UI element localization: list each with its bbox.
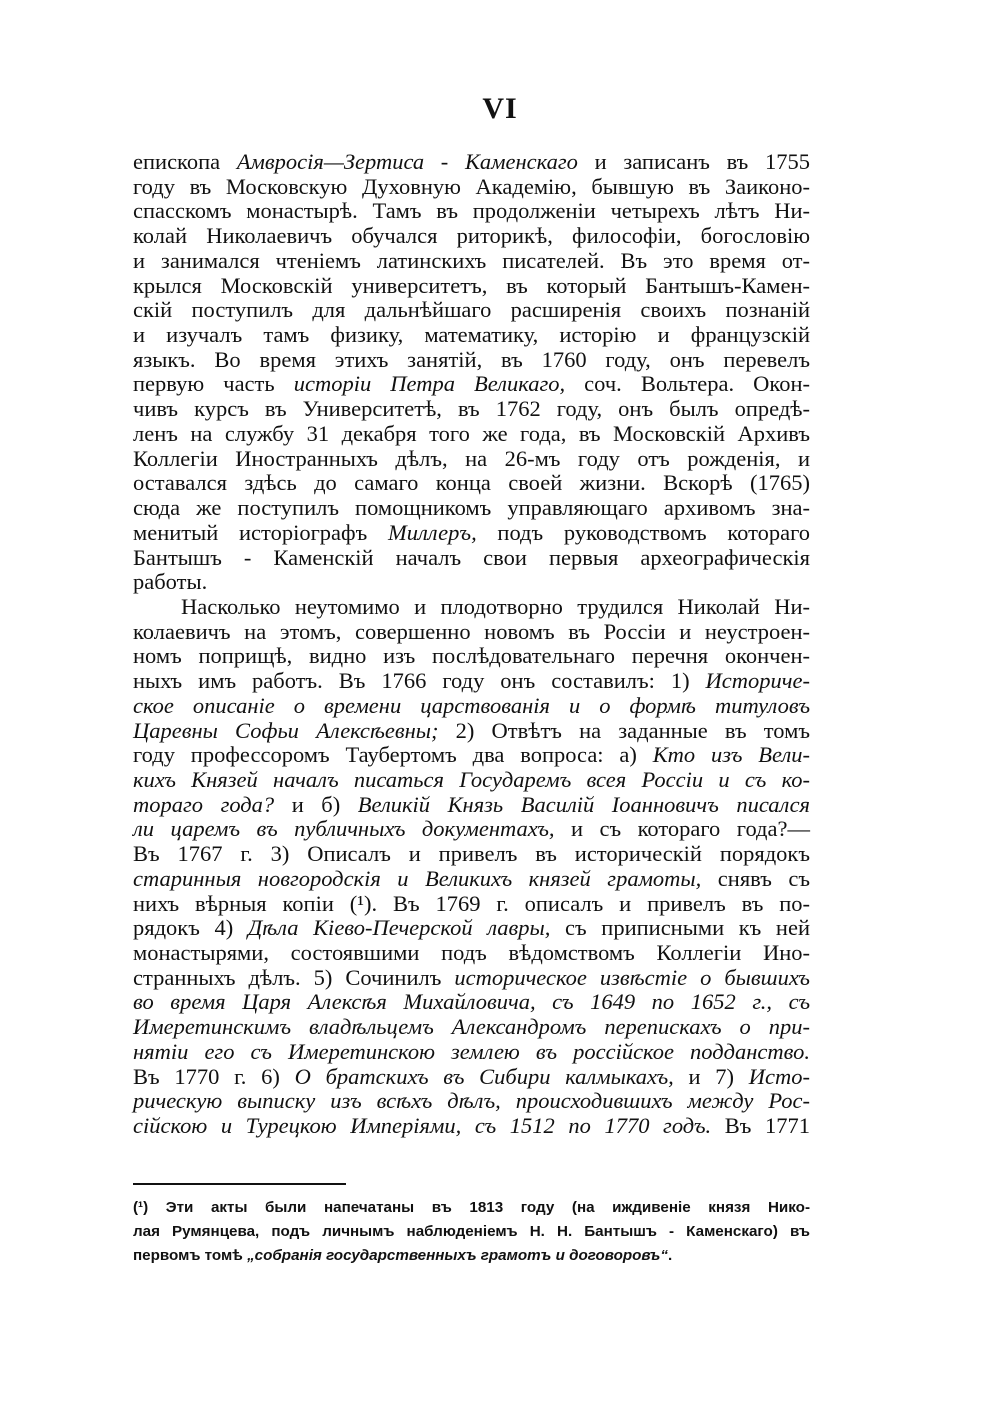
text-segment: номъ поприщѣ, видно изъ послѣдовательнаго перечня окончен- xyxy=(133,643,810,669)
text-line xyxy=(133,372,810,397)
italic-text-segment: Амвросія—Зертиса - Каменскаго xyxy=(236,149,578,174)
text-line xyxy=(133,298,810,323)
footnote-text xyxy=(133,1196,810,1268)
text-line xyxy=(133,990,810,1015)
italic-text-segment: историческое извѣстіе о бывшихъ xyxy=(454,964,810,990)
text-line xyxy=(133,620,810,645)
text-line xyxy=(133,644,810,669)
italic-text-segment: старинныя новгородскія и Великихъ князей грамоты, xyxy=(133,865,702,891)
text-segment: снявъ съ xyxy=(701,865,810,891)
text-line xyxy=(133,1244,810,1268)
italic-text-segment: ское описаніе о времени царствованія и о формѣ титуловъ xyxy=(133,692,810,718)
text-segment: и записанъ въ 1755 xyxy=(577,149,810,174)
text-line xyxy=(133,570,810,595)
text-segment: году профессоромъ Таубертомъ два вопроса: а) xyxy=(133,742,653,768)
text-line xyxy=(133,694,810,719)
text-segment: работы. xyxy=(133,569,208,595)
text-segment: 2) Отвѣтъ на заданные въ томъ xyxy=(438,717,810,743)
italic-text-segment: исторіи Петра Великаго, xyxy=(293,371,566,397)
text-segment: нихъ вѣрныя копіи (¹). Въ 1769 г. описалъ и привелъ въ по- xyxy=(133,890,810,916)
text-segment: и 7) xyxy=(673,1063,749,1089)
text-segment: монастырями, состоявшими подъ вѣдомствомъ Коллегіи Ино- xyxy=(133,940,810,965)
text-segment: Въ 1767 г. 3) Описалъ и привелъ въ историческій порядокъ xyxy=(133,841,810,867)
text-segment: крылся Московскій университетъ, въ который Бантышъ-Камен- xyxy=(133,272,810,298)
text-segment: Насколько неутомимо и плодотворно трудился Николай Ни- xyxy=(181,593,810,619)
text-line xyxy=(133,793,810,818)
text-segment: и занимался чтеніемъ латинскихъ писателей. Въ это время от- xyxy=(133,247,810,273)
text-segment: языкъ. Во время этихъ занятій, въ 1760 году, онъ перевелъ xyxy=(133,346,810,372)
text-segment: и съ котораго года?— xyxy=(554,816,810,842)
italic-text-segment: во время Царя Алексѣя Михайловича, съ 1649 по 1652 г., съ xyxy=(133,989,810,1015)
text-segment: сюда же поступилъ помощникомъ управляющаго архивомъ зна- xyxy=(133,495,810,521)
text-segment: скій поступилъ для дальнѣйшаго расширенія своихъ познаній xyxy=(133,297,810,323)
text-line xyxy=(133,842,810,867)
text-line xyxy=(133,422,810,447)
italic-text-segment: нятіи его съ Имеретинскою землею въ россійское подданство. xyxy=(133,1038,810,1064)
text-line xyxy=(133,175,810,200)
footnote-separator xyxy=(133,1183,346,1185)
text-line xyxy=(133,224,810,249)
text-line xyxy=(133,546,810,571)
text-segment: Коллегіи Иностранныхъ дѣлъ, на 26-мъ году отъ рожденія, и xyxy=(133,445,810,471)
text-segment: Бантышъ - Каменскій началъ свои первыя археографическія xyxy=(133,544,810,570)
italic-text-segment: Имеретинскимъ владѣльцемъ Александромъ перепискахъ о при- xyxy=(133,1014,810,1040)
text-segment: первомъ томѣ xyxy=(133,1247,248,1264)
italic-text-segment: рическую выписку изъ всѣхъ дѣлъ, происходившихъ между Рос- xyxy=(133,1088,810,1114)
text-segment: году въ Московскую Духовную Академію, бывшую въ Заиконо- xyxy=(133,173,810,199)
main-text xyxy=(133,150,810,1139)
text-line xyxy=(133,941,810,966)
text-line xyxy=(133,1220,810,1244)
italic-text-segment: Миллеръ, xyxy=(387,519,477,545)
text-line xyxy=(133,323,810,348)
italic-text-segment: тораго года? xyxy=(133,791,275,817)
text-line xyxy=(133,521,810,546)
text-line xyxy=(133,768,810,793)
text-segment: и изучалъ тамъ физику, математику, исторію и французскій xyxy=(133,322,810,348)
text-segment: спасскомъ монастырѣ. Тамъ въ продолженіи четырехъ лѣтъ Ни- xyxy=(133,198,810,224)
text-line xyxy=(133,447,810,472)
text-segment: первую часть xyxy=(133,371,294,397)
text-segment: ленъ на службу 31 декабря того же года, въ Московскій Архивъ xyxy=(133,420,810,446)
text-line xyxy=(133,892,810,917)
text-segment: ныхъ имъ работъ. Въ 1766 году онъ составилъ: 1) xyxy=(133,668,706,694)
text-line xyxy=(133,1114,810,1139)
text-segment: странныхъ дѣлъ. 5) Сочинилъ xyxy=(133,964,455,990)
text-segment: (¹) Эти акты были напечатаны въ 1813 году (на иждивеніе князя Нико- xyxy=(133,1199,810,1216)
text-line xyxy=(133,1089,810,1114)
italic-text-segment: Историче- xyxy=(705,668,810,694)
italic-text-segment: кихъ Князей началъ писаться Государемъ всея Россіи и съ ко- xyxy=(133,766,810,792)
paragraph-2 xyxy=(133,595,810,1139)
italic-text-segment: „собранія государственныхъ грамотъ и договоровъ“ xyxy=(247,1247,668,1264)
italic-text-segment: Великій Князь Василій Іоанновичъ писался xyxy=(357,791,811,817)
text-line xyxy=(133,595,810,620)
text-segment: чивъ курсъ въ Университетѣ, въ 1762 году, онъ былъ опредѣ- xyxy=(133,396,810,422)
text-line xyxy=(133,669,810,694)
text-line xyxy=(133,274,810,299)
text-segment: съ приписными къ ней xyxy=(550,915,810,941)
text-line xyxy=(133,1040,810,1065)
text-segment: лая Румянцева, подъ личнымъ наблюденіемъ Н. Н. Бантышъ - Каменскаго) въ xyxy=(133,1223,810,1240)
text-line xyxy=(133,1015,810,1040)
text-line xyxy=(133,743,810,768)
text-segment: подъ руководствомъ котораго xyxy=(476,519,811,545)
italic-text-segment: ли царемъ въ публичныхъ документахъ, xyxy=(133,816,555,842)
italic-text-segment: Царевны Софьи Алексѣевны; xyxy=(133,717,439,743)
text-line xyxy=(133,249,810,274)
text-line xyxy=(133,867,810,892)
text-segment: епископа xyxy=(133,149,237,174)
text-line xyxy=(133,150,810,175)
text-segment: Въ 1770 г. 6) xyxy=(133,1063,295,1089)
text-segment: менитый исторіографъ xyxy=(133,519,388,545)
text-segment: и б) xyxy=(274,791,358,817)
footnote xyxy=(133,1196,810,1268)
italic-text-segment: Исто- xyxy=(748,1063,811,1089)
text-line xyxy=(133,1065,810,1090)
text-line xyxy=(133,397,810,422)
text-line xyxy=(133,471,810,496)
italic-text-segment: О братскихъ въ Сибири калмыкахъ, xyxy=(294,1063,674,1089)
text-segment: рядокъ 4) xyxy=(133,915,248,941)
text-line xyxy=(133,496,810,521)
text-segment: колаевичъ на этомъ, совершенно новомъ въ Россіи и неустроен- xyxy=(133,618,810,644)
text-line xyxy=(133,966,810,991)
text-line xyxy=(133,916,810,941)
italic-text-segment: Дѣла Кіево-Печерской лавры, xyxy=(247,915,551,941)
text-segment: соч. Вольтера. Окон- xyxy=(565,371,810,397)
text-segment: . xyxy=(667,1247,673,1264)
text-line xyxy=(133,348,810,373)
text-line xyxy=(133,817,810,842)
page-number: VI xyxy=(482,92,518,125)
text-segment: оставался здѣсь до самаго конца своей жизни. Вскорѣ (1765) xyxy=(133,470,810,496)
text-segment: Въ 1771 xyxy=(711,1113,810,1139)
text-line xyxy=(133,1196,810,1220)
italic-text-segment: Кто изъ Вели- xyxy=(652,742,810,768)
text-line xyxy=(133,719,810,744)
text-line xyxy=(133,199,810,224)
text-segment: колай Николаевичъ обучался риторикѣ, философіи, богословію xyxy=(133,223,810,249)
italic-text-segment: сійскою и Турецкою Имперіями, съ 1512 по 1770 годъ. xyxy=(133,1113,712,1139)
paragraph-1 xyxy=(133,150,810,595)
